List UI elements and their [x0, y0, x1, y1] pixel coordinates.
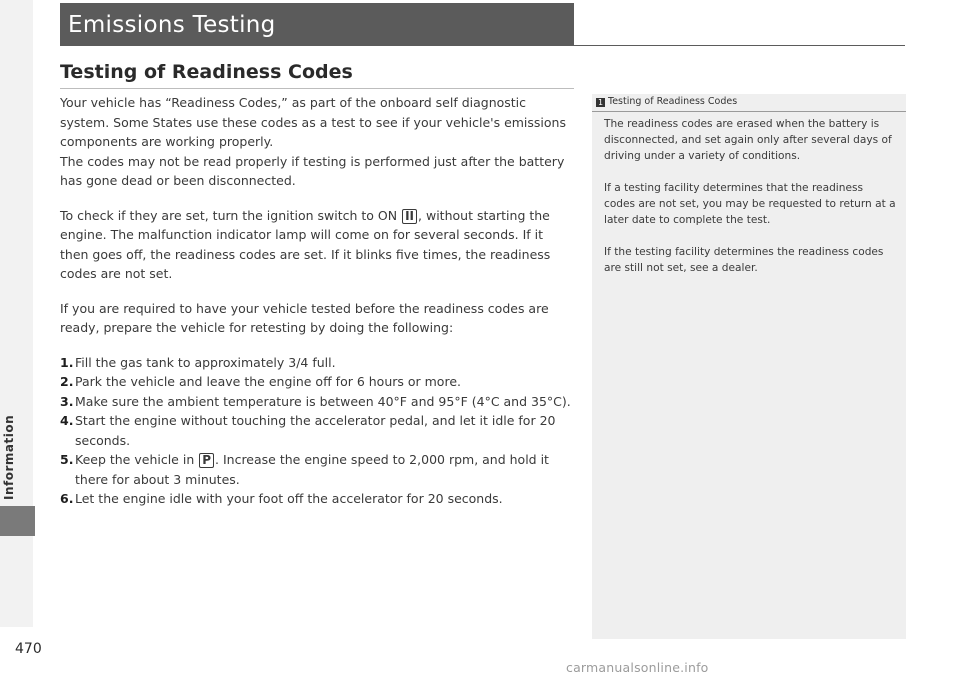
step-number: 1. — [60, 354, 74, 370]
step-text: . Increase the engine speed to 2,000 rpm, and hold it there for about 3 minutes. — [75, 452, 549, 487]
list-item — [60, 372, 574, 392]
list-item — [60, 392, 574, 412]
step-number: 5. — [60, 452, 74, 467]
step-number: 4. — [60, 413, 74, 428]
step-text: Let the engine idle with your foot off the accelerator for 20 seconds. — [75, 491, 503, 506]
paragraph — [60, 206, 574, 284]
main-body — [60, 93, 574, 509]
paragraph-text: To check if they are set, turn the ignition switch to ON — [60, 207, 402, 223]
note-title: Testing of Readiness Codes — [608, 96, 738, 107]
note-paragraph: If a testing facility determines that the readiness codes are not set, you may be requested to return at a later date to complete the test. — [604, 182, 896, 226]
list-item — [60, 411, 574, 450]
step-list — [60, 353, 574, 509]
note-body — [604, 116, 896, 292]
step-text: Park the vehicle and leave the engine off for 6 hours or more. — [75, 374, 461, 389]
note-heading — [596, 96, 906, 107]
step-number: 3. — [60, 393, 74, 409]
paragraph: The codes may not be read properly if testing is performed just after the battery has gone dead or been disconnected. — [60, 153, 565, 188]
page-number: 470 — [15, 641, 42, 657]
step-number: 2. — [60, 374, 74, 389]
step-text: Fill the gas tank to approximately 3/4 full. — [75, 354, 336, 370]
paragraph: Your vehicle has “Readiness Codes,” as part of the onboard self diagnostic system. Some States use these codes as a test to see if your vehicle's emissions components are working properly. — [60, 95, 566, 149]
section-rule — [60, 88, 574, 89]
header-rule — [574, 45, 905, 46]
section-tab — [0, 506, 35, 536]
list-item — [60, 489, 574, 509]
page-title: Emissions Testing — [68, 12, 276, 38]
list-item — [60, 450, 574, 489]
list-item — [60, 353, 574, 373]
step-text: Make sure the ambient temperature is between 40°F and 95°F (4°C and 35°C). — [75, 393, 571, 409]
note-paragraph: If the testing facility determines the readiness codes are still not set, see a dealer. — [604, 246, 884, 274]
paragraph-text: , without starting the engine. The malfunction indicator lamp will come on for several seconds. If it then goes off, the readiness codes are set. If it blinks five times, the readiness codes are not set. — [60, 207, 551, 281]
note-paragraph: The readiness codes are erased when the battery is disconnected, and set again only after several days of driving under a variety of conditions. — [604, 118, 892, 162]
ignition-key-symbol: II — [402, 209, 417, 224]
step-text: Keep the vehicle in — [75, 452, 199, 467]
paragraph: If you are required to have your vehicle tested before the readiness codes are ready, prepare the vehicle for retesting by doing the following: — [60, 300, 549, 335]
step-text: Start the engine without touching the accelerator pedal, and let it idle for 20 seconds. — [75, 413, 556, 448]
section-title: Testing of Readiness Codes — [60, 61, 353, 83]
park-key-symbol: P — [199, 453, 214, 468]
watermark: carmanualsonline.info — [566, 660, 709, 675]
step-number: 6. — [60, 491, 74, 506]
note-marker-icon: 1 — [597, 98, 604, 107]
note-rule — [592, 111, 906, 112]
